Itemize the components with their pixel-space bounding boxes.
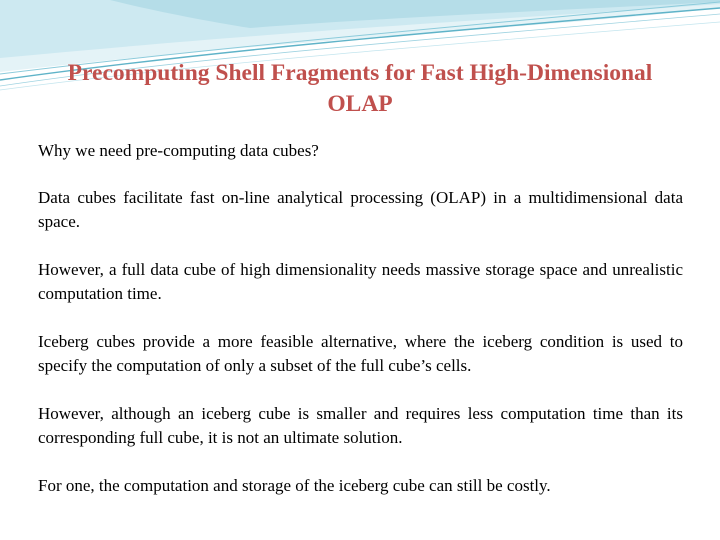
body-paragraph-iceberg: Iceberg cubes provide a more feasible alternative, where the iceberg condition is used to specify the computation of only a subset of the full cube’s cells. [38,332,683,375]
slide-body [38,139,683,498]
body-paragraph-question: Why we need pre-computing data cubes? [38,141,319,160]
body-paragraph-full-cube: However, a full data cube of high dimensionality needs massive storage space and unrealistic computation time. [38,260,683,303]
body-paragraph-cost: For one, the computation and storage of the iceberg cube can still be costly. [38,476,551,495]
body-paragraph-limitation: However, although an iceberg cube is smaller and requires less computation time than its corresponding full cube, it is not an ultimate solution. [38,404,683,447]
body-paragraph-olap: Data cubes facilitate fast on-line analytical processing (OLAP) in a multidimensional data space. [38,188,683,231]
slide-title: Precomputing Shell Fragments for Fast High-Dimensional OLAP [67,60,653,117]
